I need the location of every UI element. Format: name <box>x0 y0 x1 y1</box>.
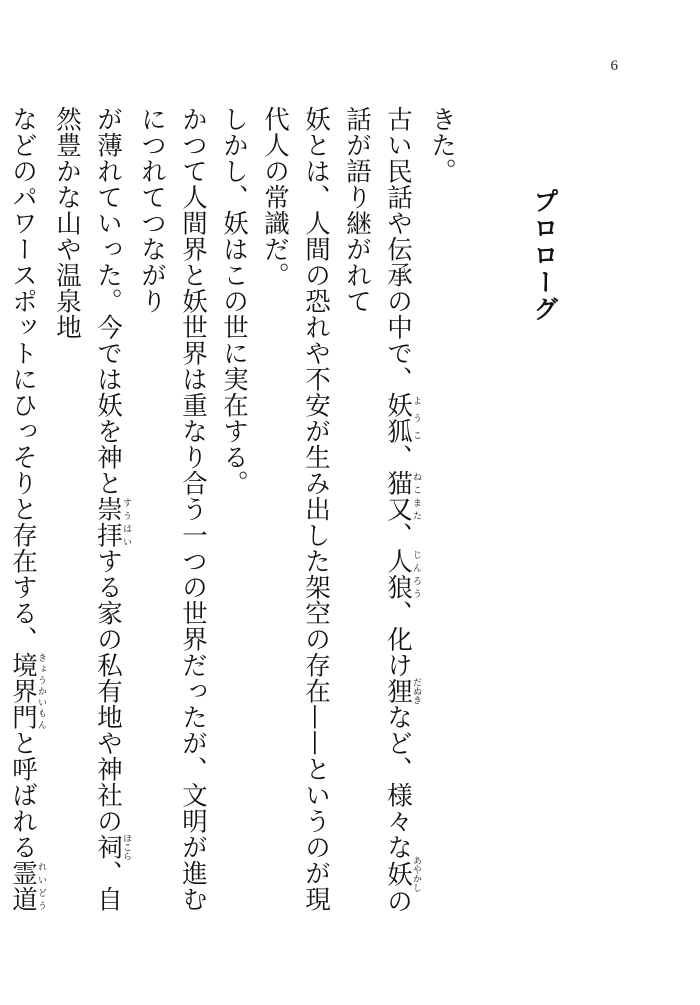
paragraph: が薄れていった。今では妖を神と崇拝すうはいする家の私有地や神社の祠ほこら、自然豊かな山や温泉地 <box>52 106 131 912</box>
ruby-word: 狸だぬき <box>383 677 421 705</box>
paragraph: きた。 <box>427 106 457 184</box>
furigana: あやかし <box>411 856 421 892</box>
page-number: 6 <box>610 58 618 74</box>
ruby-word: 祠ほこら <box>93 833 131 861</box>
body-text <box>0 106 462 936</box>
paragraph: 妖とは、人間の恐れや不安が生み出した架空の存在——というのが現代人の常識だ。 <box>260 106 331 912</box>
ruby-word: 霊道れいどう <box>8 860 46 912</box>
paragraph: などのパワースポットにひっそりと存在する、境界門きょうかいもんと呼ばれる霊道れいどう <box>8 106 46 912</box>
ruby-word: 妖狐ようこ <box>383 392 421 444</box>
furigana: ようこ <box>411 392 421 444</box>
furigana: だぬき <box>411 677 421 705</box>
furigana: きょうかいもん <box>36 652 46 730</box>
paragraph: かつて人間界と妖世界は重なり合う一つの世界だったが、文明が進むにつれてつながり <box>137 106 208 912</box>
ruby-word: 人狼じんろう <box>383 548 421 600</box>
furigana: じんろう <box>411 548 421 600</box>
paragraph: 古い民話や伝承の中で、妖狐ようこ、猫又ねこまた、人狼じんろう、化け狸だぬきなど、様々な妖あやかしの話が語り継がれて <box>342 106 421 914</box>
furigana: ほこら <box>121 833 131 861</box>
furigana: れいどう <box>36 860 46 912</box>
chapter-title: プロローグ <box>530 188 559 323</box>
ruby-word: 境界門きょうかいもん <box>8 652 46 730</box>
furigana: すうはい <box>121 496 131 548</box>
paragraph: しかし、妖はこの世に実在する。 <box>219 106 249 496</box>
ruby-word: 猫又ねこまた <box>383 470 421 522</box>
furigana: ねこまた <box>411 470 421 522</box>
ruby-word: 崇拝すうはい <box>93 496 131 548</box>
ruby-word: 妖あやかし <box>383 856 421 892</box>
